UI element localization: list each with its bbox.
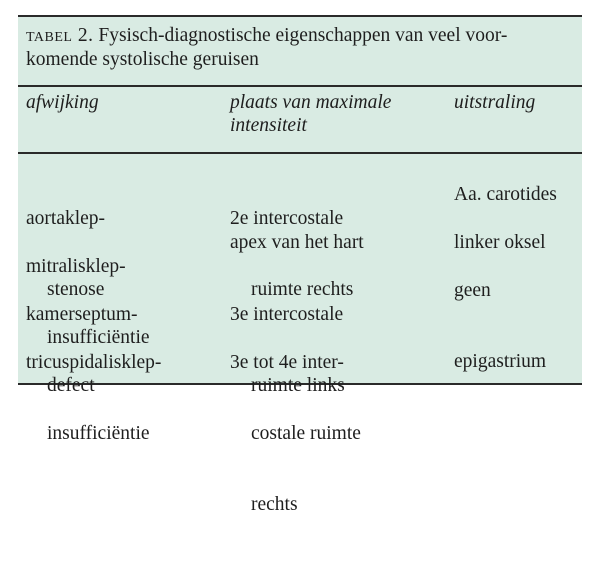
- cell-text: rechts: [251, 494, 298, 516]
- cell-text: ruimte links: [251, 374, 345, 396]
- table-row-4-plaats: [230, 303, 361, 565]
- table-label: tabel 2.: [26, 25, 94, 46]
- cell-text: stenose: [47, 278, 105, 300]
- header-plaats-line1: plaats van maximale: [230, 92, 392, 113]
- cell-text: costale ruimte: [251, 422, 361, 444]
- cell-text: 3e intercostale: [230, 303, 344, 325]
- header-afwijking: afwijking: [26, 92, 99, 113]
- header-bottom-rule: [18, 152, 582, 154]
- header-plaats-line2: intensiteit: [230, 115, 307, 136]
- cell-text: insufficiëntie: [47, 422, 150, 444]
- header-top-rule: [18, 85, 582, 87]
- cell-text: aortaklep-: [26, 207, 106, 229]
- cell-text: 3e tot 4e inter-: [230, 351, 344, 373]
- header-uitstraling: uitstraling: [454, 92, 536, 113]
- cell-text: ruimte rechts: [251, 278, 354, 300]
- cell-text: 2e intercostale: [230, 207, 344, 229]
- table-row-3-uitstraling: geen: [454, 280, 491, 301]
- table-caption: [26, 24, 576, 72]
- table-row-4-afwijking: [26, 303, 161, 493]
- table-row-1-uitstraling: Aa. carotides: [454, 184, 557, 205]
- cell-text: kamerseptum-: [26, 303, 138, 325]
- cell-text: mitralisklep-: [26, 255, 126, 277]
- caption-text-line2: komende systolische geruisen: [26, 49, 259, 70]
- table-2: [18, 15, 582, 516]
- cell-text: tricuspidalisklep-: [26, 351, 162, 373]
- cell-text: defect: [47, 374, 95, 396]
- table-row-2-uitstraling: linker oksel: [454, 232, 546, 253]
- table-row-2-plaats: apex van het hart: [230, 232, 364, 253]
- header-plaats: [230, 91, 391, 137]
- cell-text: insufficiëntie: [47, 326, 150, 348]
- caption-text: Fysisch-diagnostische eigenschappen van veel voor-: [93, 25, 508, 46]
- table-row-4-uitstraling: epigastrium: [454, 351, 547, 372]
